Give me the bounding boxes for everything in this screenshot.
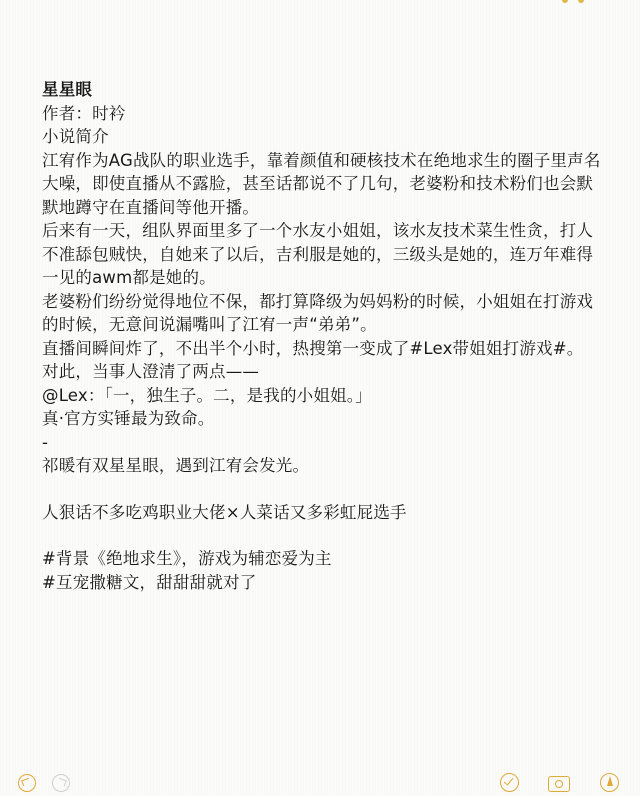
checklist-icon[interactable]: [500, 773, 519, 792]
note-paragraph: 后来有一天，组队界面里多了一个水友小姐姐，该水友技术菜生性贪，打人不准舔包贼快，自她来了以后，吉利服是她的，三级头是她的，连万年难得一见的awm都是她的。: [42, 221, 594, 287]
note-paragraph: 直播间瞬间炸了，不出半个小时，热搜第一变成了#Lex带姐姐打游戏#。: [42, 338, 584, 358]
undo-icon[interactable]: [18, 774, 36, 792]
note-paragraph: 真·官方实锤最为致命。: [42, 409, 215, 428]
blank-line: [42, 524, 602, 547]
indicator-dot: [562, 0, 568, 3]
note-paragraph: 祁暖有双星星眼，遇到江宥会发光。: [42, 456, 310, 475]
markup-icon[interactable]: [600, 773, 619, 792]
note-paragraph: @Lex：「一，独生子。二，是我的小姐姐。」: [42, 385, 372, 405]
note-paragraph: 老婆粉们纷纷觉得地位不保，都打算降级为妈妈粉的时候，小姐姐在打游戏的时候，无意间说漏嘴叫了江宥一声“弟弟”。: [42, 291, 594, 334]
note-body[interactable]: [42, 78, 602, 594]
note-tag-line: #互宠撒糖文，甜甜甜就对了: [42, 572, 257, 592]
note-paragraph: 对此，当事人澄清了两点——: [42, 362, 260, 381]
note-line-author: 作者：时衿: [42, 103, 126, 123]
note-separator: -: [42, 432, 49, 452]
note-title: 星星眼: [42, 80, 93, 99]
indicator-dot: [578, 0, 584, 3]
note-paragraph: 江宥作为AG战队的职业选手，靠着颜值和硬核技术在绝地求生的圈子里声名大噪，即使直播从不露脸，甚至话都说不了几句，老婆粉和技术粉们也会默默地蹲守在直播间等他开播。: [42, 150, 601, 217]
camera-icon[interactable]: [548, 776, 570, 792]
bottom-toolbar: [0, 770, 640, 796]
note-paragraph: 人狠话不多吃鸡职业大佬×人菜话又多彩虹屁选手: [42, 502, 407, 522]
note-line-intro-heading: 小说简介: [42, 127, 109, 146]
note-tag-line: #背景《绝地求生》，游戏为辅恋爱为主: [42, 549, 332, 568]
top-edge-indicators: [562, 0, 584, 3]
redo-icon[interactable]: [52, 774, 70, 792]
blank-line: [42, 478, 602, 501]
